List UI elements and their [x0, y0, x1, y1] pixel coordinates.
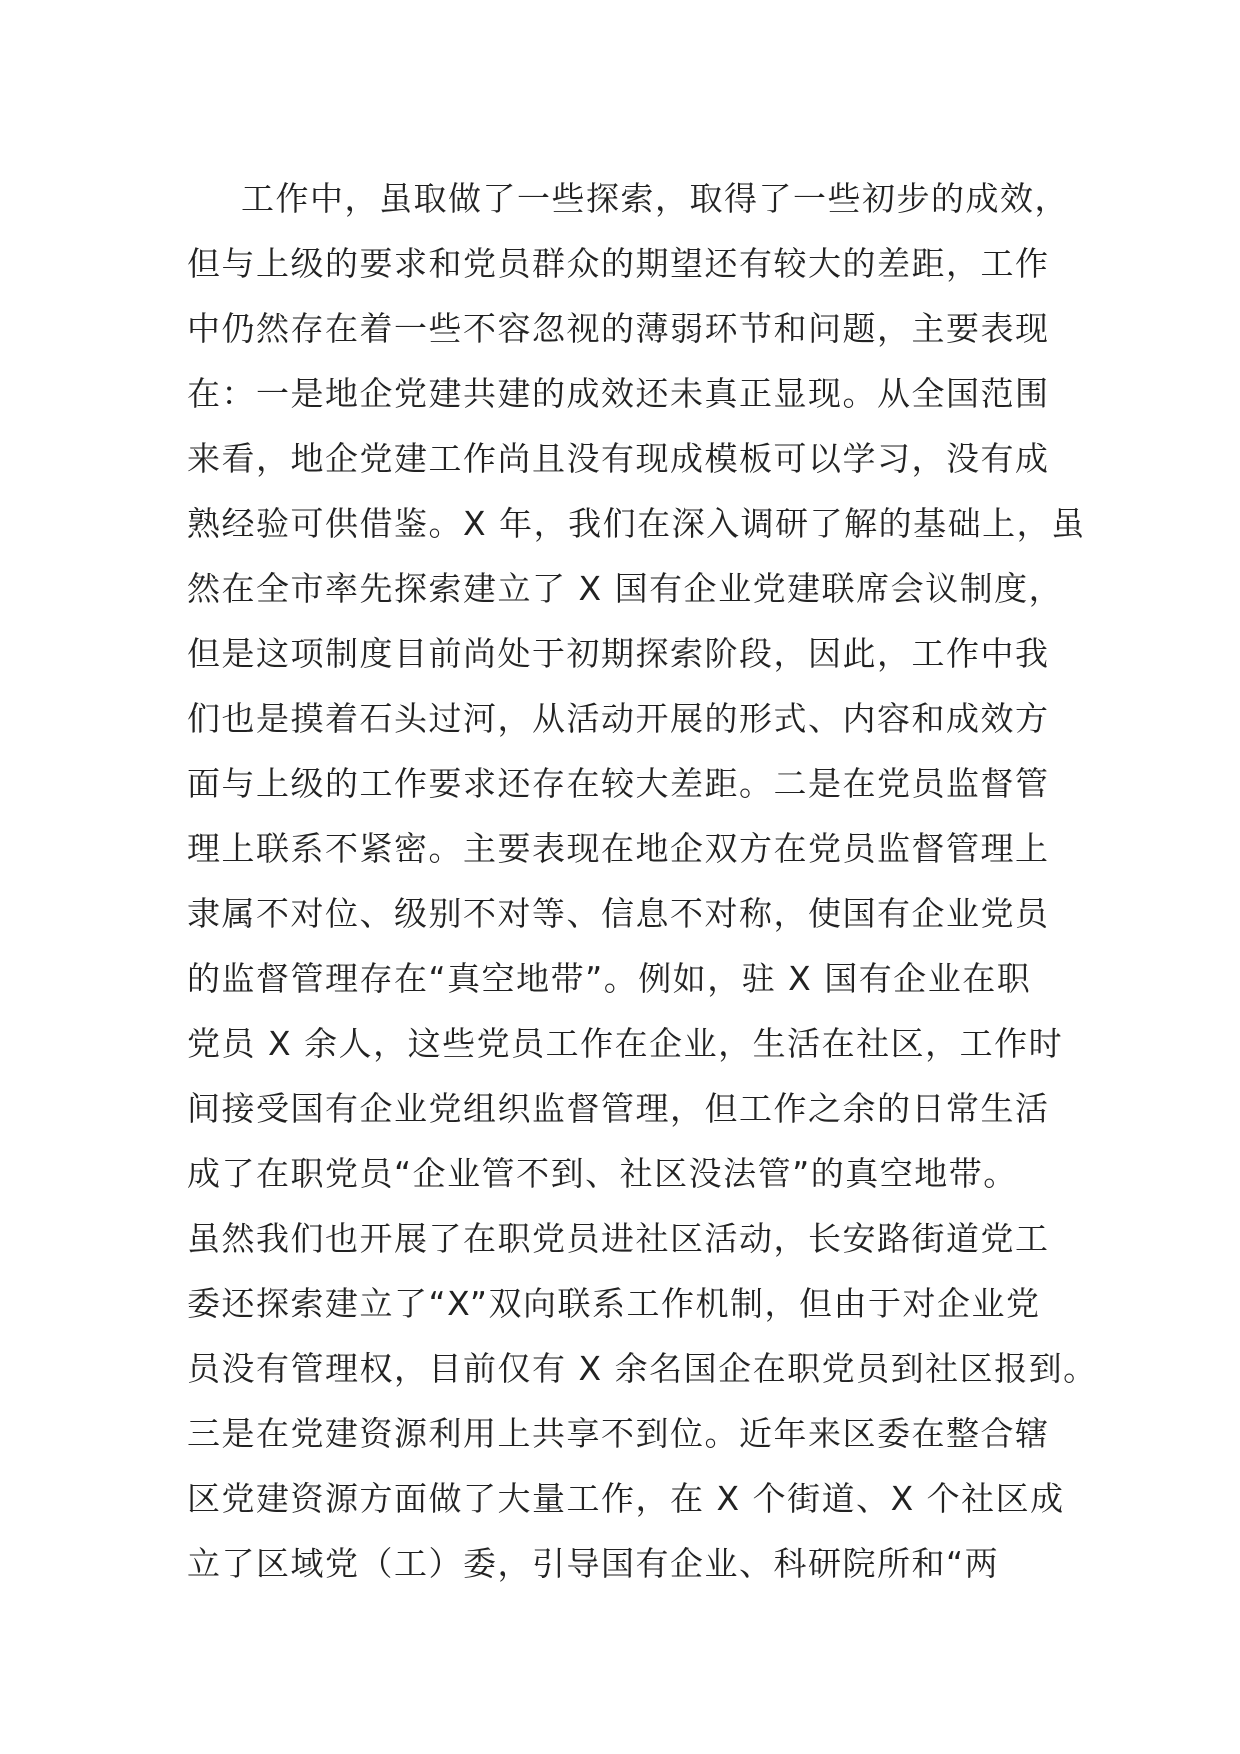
text-line: 然在全市率先探索建立了 X 国有企业党建联席会议制度，	[187, 569, 1064, 608]
text-line: 熟经验可供借鉴。X 年，我们在深入调研了解的基础上，虽	[187, 504, 1086, 543]
text-line: 理上联系不紧密。主要表现在地企双方在党员监督管理上	[187, 829, 1050, 868]
text-line: 成了在职党员“企业管不到、社区没法管”的真空地带。	[187, 1154, 1018, 1193]
text-line: 三是在党建资源利用上共享不到位。近年来区委在整合辖	[187, 1414, 1050, 1453]
text-line: 们也是摸着石头过河，从活动开展的形式、内容和成效方	[187, 699, 1050, 738]
text-line: 间接受国有企业党组织监督管理，但工作之余的日常生活	[187, 1089, 1050, 1128]
text-line: 面与上级的工作要求还存在较大差距。二是在党员监督管	[187, 764, 1050, 803]
text-line: 立了区域党（工）委，引导国有企业、科研院所和“两	[187, 1544, 1000, 1583]
text-line: 中仍然存在着一些不容忽视的薄弱环节和问题，主要表现	[187, 309, 1050, 348]
text-line: 的监督管理存在“真空地带”。例如，驻 X 国有企业在职	[187, 959, 1032, 998]
text-line: 员没有管理权，目前仅有 X 余名国企在职党员到社区报到。	[187, 1349, 1098, 1388]
text-line: 委还探索建立了“X”双向联系工作机制，但由于对企业党	[187, 1284, 1041, 1323]
text-line: 区党建资源方面做了大量工作，在 X 个街道、X 个社区成	[187, 1479, 1065, 1518]
body-paragraph	[187, 166, 1098, 1596]
text-line: 但是这项制度目前尚处于初期探索阶段，因此，工作中我	[187, 634, 1050, 673]
text-line: 工作中，虽取做了一些探索，取得了一些初步的成效，	[241, 179, 1069, 218]
text-line: 隶属不对位、级别不对等、信息不对称，使国有企业党员	[187, 894, 1050, 933]
text-line: 党员 X 余人，这些党员工作在企业，生活在社区，工作时	[187, 1024, 1064, 1063]
text-line: 在：一是地企党建共建的成效还未真正显现。从全国范围	[187, 374, 1050, 413]
text-line: 但与上级的要求和党员群众的期望还有较大的差距，工作	[187, 244, 1050, 283]
text-line: 来看，地企党建工作尚且没有现成模板可以学习，没有成	[187, 439, 1050, 478]
text-line: 虽然我们也开展了在职党员进社区活动，长安路街道党工	[187, 1219, 1050, 1258]
